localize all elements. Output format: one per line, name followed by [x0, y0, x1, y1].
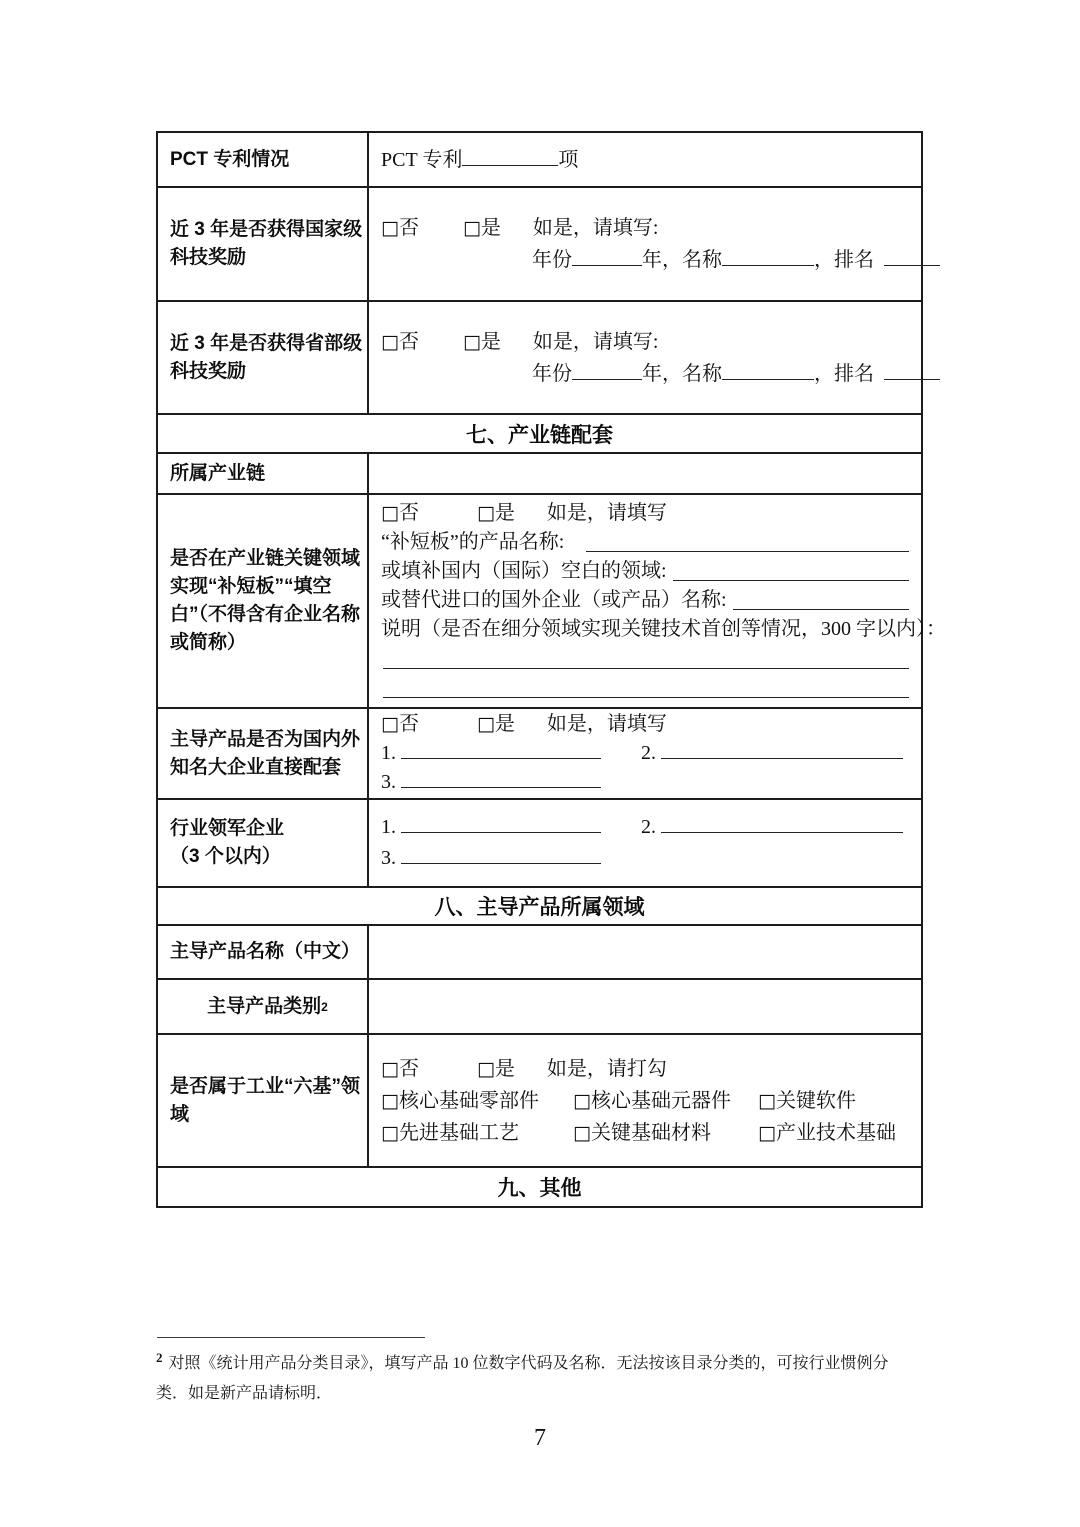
shortboard-choice-line	[381, 499, 911, 528]
shortboard-label: 是否在产业链关键领域实现“补短板”“填空白”（不得含有企业名称或简称）	[170, 548, 361, 653]
year-blank	[572, 376, 642, 380]
option-yes-label: 是	[480, 217, 501, 239]
if-yes-text: 如是，请填写:	[532, 217, 659, 239]
fill-blank-line	[401, 829, 601, 833]
footnote-line-1	[156, 1349, 946, 1379]
national-award-label: 近 3 年是否获得国家级科技奖励	[170, 219, 363, 268]
row-label-six-basics	[158, 1035, 369, 1166]
oem-support-label: 主导产品是否为国内外知名大企业直接配套	[170, 728, 361, 778]
row-label-oem-support	[158, 709, 369, 798]
row-label-industry-leaders	[158, 800, 369, 886]
six-basics-option-label: 关键基础材料	[590, 1121, 711, 1144]
oem-items-line-1	[381, 739, 911, 768]
row-value-industry-chain	[369, 454, 921, 493]
year-label: 年份	[532, 362, 572, 385]
row-industry-leaders	[158, 800, 921, 888]
checkbox-icon[interactable]: □	[758, 1089, 776, 1112]
option-yes-label: 是	[494, 502, 515, 524]
industry-leaders-label-line1: 行业领军企业	[170, 818, 285, 839]
footnote-text: 类．如是新产品请标明．	[156, 1385, 333, 1402]
row-label-industry-chain	[158, 454, 369, 493]
section-header-other	[158, 1168, 921, 1206]
section-header-industry-chain	[158, 415, 921, 454]
provincial-award-label: 近 3 年是否获得省部级科技奖励	[170, 332, 363, 382]
item-3-number: 3.	[381, 771, 396, 793]
if-yes-text: 如是，请填写:	[532, 330, 659, 353]
shortboard-note-label: 说明（是否在细分领域实现关键技术首创等情况，300 字以内）：	[381, 618, 946, 640]
footnote	[156, 1349, 946, 1409]
option-yes-label: 是	[480, 330, 501, 353]
oem-choice-line	[381, 710, 911, 739]
six-basics-option-label: 核心基础元器件	[590, 1089, 731, 1112]
fill-blank-line	[673, 577, 909, 581]
six-basics-options-line-1	[381, 1085, 911, 1117]
if-yes-text: 如是，请填写	[546, 713, 667, 735]
row-value-oem-support	[369, 709, 921, 798]
footnote-text: 对照《统计用产品分类目录》，填写产品 10 位数字代码及名称．无法按该目录分类的，可按行业惯例分	[168, 1355, 889, 1372]
row-value-national-award	[369, 188, 921, 300]
row-industry-chain	[158, 454, 921, 495]
footnote-line-2	[156, 1379, 946, 1409]
national-award-detail-line	[532, 244, 911, 276]
item-2-number: 2.	[641, 816, 656, 838]
checkbox-icon[interactable]: □	[381, 1057, 399, 1080]
row-label-provincial-award	[158, 302, 369, 413]
item-1-number: 1.	[381, 742, 396, 764]
row-value-product-category	[369, 980, 921, 1033]
checkbox-icon[interactable]: □	[381, 713, 399, 735]
shortboard-write-line-1	[381, 644, 911, 674]
row-value-shortboard	[369, 495, 946, 707]
fill-blank-line	[661, 829, 903, 833]
row-value-pct	[369, 133, 921, 186]
row-shortboard	[158, 495, 946, 709]
option-no-label: 否	[398, 217, 419, 239]
row-value-provincial-award	[369, 302, 921, 413]
product-category-label: 主导产品类别	[207, 995, 322, 1017]
year-unit: 年，名称	[642, 362, 722, 385]
industry-leaders-label-line2: （3 个以内）	[170, 846, 281, 867]
pct-count-blank	[462, 162, 558, 166]
shortboard-blank-label: 或填补国内（国际）空白的领域:	[381, 560, 667, 582]
pct-value-line	[381, 144, 911, 176]
row-label-product-category: 主导产品类别 2	[158, 980, 369, 1033]
if-yes-text: 如是，请打勾	[546, 1057, 667, 1080]
shortboard-import-label: 或替代进口的国外企业（或产品）名称:	[381, 589, 727, 611]
row-national-award	[158, 188, 921, 302]
pct-suffix: 项	[558, 148, 579, 171]
item-1-number: 1.	[381, 816, 396, 838]
row-label-shortboard	[158, 495, 369, 707]
rank-blank	[884, 376, 940, 380]
six-basics-options-line-2	[381, 1117, 911, 1149]
checkbox-icon[interactable]: □	[381, 1121, 399, 1144]
option-no-label: 否	[398, 330, 419, 353]
checkbox-icon[interactable]: □	[381, 330, 399, 353]
pct-prefix: PCT 专利	[381, 148, 463, 171]
checkbox-icon[interactable]: □	[462, 217, 481, 239]
option-no-label: 否	[398, 1057, 419, 1080]
leaders-items-line-1	[381, 812, 911, 843]
industry-chain-label: 所属产业链	[170, 462, 266, 484]
row-label-national-award	[158, 188, 369, 300]
six-basics-option-label: 产业技术基础	[775, 1121, 896, 1144]
footnote-ref-mark: 2	[156, 1349, 163, 1365]
row-value-industry-leaders	[369, 800, 921, 886]
row-label-product-name-cn	[158, 926, 369, 978]
shortboard-note-line	[381, 615, 946, 644]
section7-title: 七、产业链配套	[466, 423, 613, 447]
leaders-items-line-2	[381, 843, 911, 874]
row-value-product-name-cn	[369, 926, 921, 978]
shortboard-blank-line	[381, 557, 911, 586]
checkbox-icon[interactable]: □	[462, 330, 481, 353]
if-yes-text: 如是，请填写	[546, 502, 667, 524]
option-no-label: 否	[398, 713, 419, 735]
checkbox-icon[interactable]: □	[758, 1121, 776, 1144]
row-product-name-cn	[158, 926, 921, 980]
fill-blank-line	[401, 860, 601, 864]
shortboard-write-line-2	[381, 674, 911, 704]
provincial-award-choice-line	[381, 326, 911, 358]
six-basics-label: 是否属于工业“六基”领域	[170, 1075, 361, 1125]
section-header-main-product	[158, 888, 921, 926]
checkbox-icon[interactable]: □	[476, 713, 495, 735]
form-table	[156, 131, 946, 1208]
year-label: 年份	[532, 249, 572, 271]
year-blank	[572, 262, 642, 266]
section8-title: 八、主导产品所属领域	[434, 896, 645, 919]
checkbox-icon[interactable]: □	[476, 1057, 495, 1080]
six-basics-option-label: 先进基础工艺	[398, 1121, 519, 1144]
fill-blank-line	[661, 755, 903, 759]
six-basics-option-label: 关键软件	[775, 1089, 856, 1112]
checkbox-icon[interactable]: □	[573, 1121, 591, 1144]
row-product-category	[158, 980, 921, 1035]
fill-blank-line	[733, 606, 909, 610]
checkbox-icon[interactable]: □	[573, 1089, 591, 1112]
fill-blank-line	[586, 548, 909, 552]
option-no-label: 否	[398, 502, 419, 524]
checkbox-icon[interactable]: □	[476, 502, 495, 524]
rank-blank	[884, 262, 940, 266]
name-blank	[722, 376, 814, 380]
footnote-separator	[157, 1337, 425, 1338]
option-yes-label: 是	[494, 713, 515, 735]
fill-blank-line	[401, 784, 601, 788]
oem-items-line-2	[381, 768, 911, 797]
shortboard-import-line	[381, 586, 911, 615]
rank-label: ，排名	[814, 362, 874, 385]
page-number: 7	[534, 1425, 546, 1451]
checkbox-icon[interactable]: □	[381, 217, 399, 239]
row-value-six-basics	[369, 1035, 921, 1166]
fill-blank-line	[383, 665, 909, 669]
six-basics-option-label: 核心基础零部件	[398, 1089, 539, 1112]
name-blank	[722, 262, 814, 266]
row-pct-patents	[158, 133, 921, 188]
six-basics-choice-line	[381, 1053, 911, 1085]
fill-blank-line	[383, 694, 909, 698]
row-provincial-award	[158, 302, 921, 415]
rank-label: ，排名	[814, 249, 874, 271]
national-award-choice-line	[381, 212, 911, 244]
row-label-pct	[158, 133, 369, 186]
year-unit: 年，名称	[642, 249, 722, 271]
shortboard-product-label: “补短板”的产品名称:	[381, 531, 565, 553]
checkbox-icon[interactable]: □	[381, 502, 399, 524]
row-six-basics	[158, 1035, 921, 1168]
item-2-number: 2.	[641, 742, 656, 764]
pct-label: PCT 专利情况	[170, 148, 290, 170]
provincial-award-detail-line	[532, 358, 911, 390]
row-oem-support	[158, 709, 921, 800]
item-3-number: 3.	[381, 847, 396, 869]
option-yes-label: 是	[494, 1057, 515, 1080]
shortboard-product-line	[381, 528, 911, 557]
section9-title: 九、其他	[497, 1177, 582, 1200]
fill-blank-line	[401, 755, 601, 759]
checkbox-icon[interactable]: □	[381, 1089, 399, 1112]
product-name-cn-label: 主导产品名称（中文）	[170, 941, 361, 962]
